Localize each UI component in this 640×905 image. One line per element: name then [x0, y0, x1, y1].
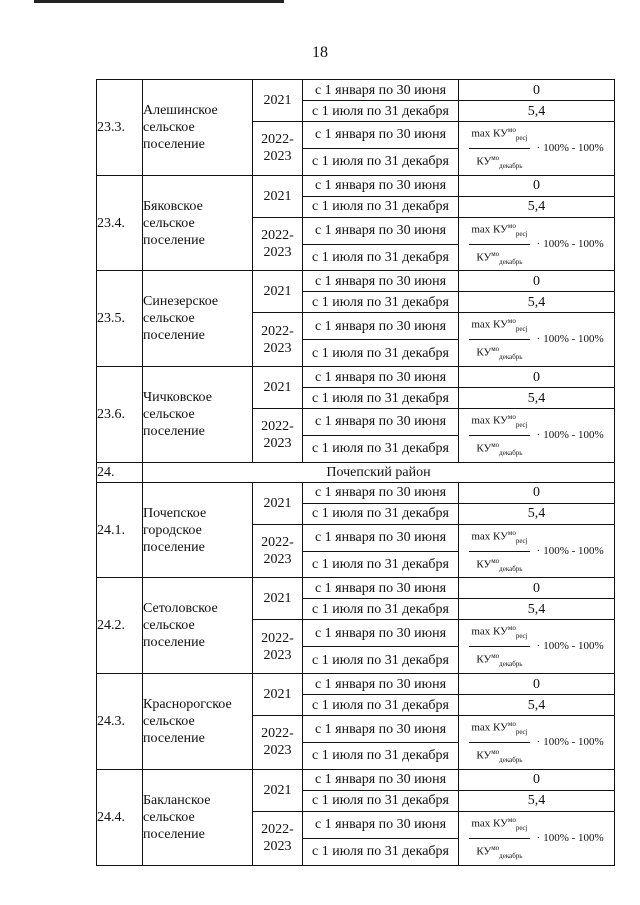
settlement-subrow	[97, 769, 615, 790]
value-cell: 5,4	[459, 695, 615, 716]
numerator-sub: pecj	[515, 133, 528, 142]
period-cell: с 1 января по 30 июня	[303, 769, 459, 790]
numerator-sup: мо	[507, 317, 516, 326]
denominator: КУ	[476, 749, 492, 762]
numerator-sub: pecj	[515, 727, 528, 736]
formula-tail: 100% - 100%	[543, 831, 604, 844]
year-cell: 2021	[253, 769, 303, 811]
formula	[469, 122, 603, 175]
formula-cell	[459, 409, 615, 463]
period-cell: с 1 января по 30 июня	[303, 524, 459, 551]
period-cell: с 1 июля по 31 декабря	[303, 292, 459, 313]
settlement-number: 24.4.	[97, 769, 143, 865]
period-cell: с 1 июля по 31 декабря	[303, 551, 459, 578]
settlement-name: Краснорогское сельское поселение	[143, 674, 253, 770]
period-cell: с 1 июля по 31 декабря	[303, 503, 459, 524]
formula-cell	[459, 217, 615, 271]
denominator: КУ	[476, 653, 492, 666]
value-cell: 5,4	[459, 790, 615, 811]
settlement-number: 23.6.	[97, 367, 143, 463]
value-cell: 0	[459, 482, 615, 503]
settlement-name: Почепское городское поселение	[143, 482, 253, 578]
value-cell: 0	[459, 80, 615, 101]
fraction	[469, 218, 529, 271]
period-cell: с 1 июля по 31 декабря	[303, 101, 459, 122]
multiplier: ·	[536, 333, 541, 346]
period-cell: с 1 июля по 31 декабря	[303, 647, 459, 674]
denominator: КУ	[476, 845, 492, 858]
period-cell: с 1 января по 30 июня	[303, 578, 459, 599]
year-cell: 2022-2023	[253, 620, 303, 674]
settlement-name: Сетоловское сельское поселение	[143, 578, 253, 674]
year-cell: 2021	[253, 80, 303, 122]
denominator: КУ	[476, 558, 492, 571]
formula-cell	[459, 313, 615, 367]
period-cell: с 1 января по 30 июня	[303, 217, 459, 244]
denominator-sup: мо	[491, 345, 500, 354]
settlement-name: Чичковское сельское поселение	[143, 367, 253, 463]
period-cell: с 1 января по 30 июня	[303, 674, 459, 695]
multiplier: ·	[536, 831, 541, 844]
numerator-sub: pecj	[515, 536, 528, 545]
settlement-name: Бакланское сельское поселение	[143, 769, 253, 865]
period-cell: с 1 января по 30 июня	[303, 80, 459, 101]
numerator: max КУ	[471, 721, 508, 734]
settlement-number: 23.3.	[97, 80, 143, 176]
denominator-sup: мо	[491, 556, 500, 565]
period-cell: с 1 января по 30 июня	[303, 716, 459, 743]
numerator-sub: pecj	[515, 420, 528, 429]
formula-cell	[459, 620, 615, 674]
settlement-subrow	[97, 482, 615, 503]
denominator-sub: декабрь	[499, 851, 523, 860]
year-cell: 2021	[253, 674, 303, 716]
district-number: 24.	[97, 462, 143, 482]
multiplier: ·	[536, 544, 541, 557]
denominator: КУ	[476, 155, 492, 168]
year-cell: 2021	[253, 578, 303, 620]
denominator-sub: декабрь	[499, 564, 523, 573]
formula-tail: 100% - 100%	[543, 333, 604, 346]
numerator: max КУ	[471, 223, 508, 236]
period-cell: с 1 июля по 31 декабря	[303, 435, 459, 462]
formula-tail: 100% - 100%	[543, 428, 604, 441]
settlement-number: 23.4.	[97, 175, 143, 271]
numerator: max КУ	[471, 817, 508, 830]
numerator-sup: мо	[507, 624, 516, 633]
district-row	[97, 462, 615, 482]
period-cell: с 1 января по 30 июня	[303, 811, 459, 838]
multiplier: ·	[536, 237, 541, 250]
period-cell: с 1 января по 30 июня	[303, 367, 459, 388]
period-cell: с 1 июля по 31 декабря	[303, 742, 459, 769]
denominator-sup: мо	[491, 249, 500, 258]
denominator-sup: мо	[491, 440, 500, 449]
formula	[469, 620, 603, 673]
year-cell: 2022-2023	[253, 217, 303, 271]
settlement-number: 24.1.	[97, 482, 143, 578]
value-cell: 5,4	[459, 196, 615, 217]
formula	[469, 812, 603, 865]
year-cell: 2021	[253, 367, 303, 409]
numerator-sup: мо	[507, 413, 516, 422]
numerator-sub: pecj	[515, 229, 528, 238]
value-cell: 0	[459, 367, 615, 388]
numerator: max КУ	[471, 319, 508, 332]
value-cell: 0	[459, 674, 615, 695]
fraction	[469, 313, 529, 366]
year-cell: 2021	[253, 175, 303, 217]
denominator-sub: декабрь	[499, 353, 523, 362]
numerator-sup: мо	[507, 528, 516, 537]
denominator-sub: декабрь	[499, 161, 523, 170]
denominator-sub: декабрь	[499, 755, 523, 764]
formula-tail: 100% - 100%	[543, 237, 604, 250]
denominator: КУ	[476, 346, 492, 359]
formula-tail: 100% - 100%	[543, 735, 604, 748]
numerator-sup: мо	[507, 815, 516, 824]
header-rule	[34, 0, 284, 3]
multiplier: ·	[536, 141, 541, 154]
period-cell: с 1 января по 30 июня	[303, 409, 459, 436]
value-cell: 0	[459, 271, 615, 292]
denominator-sub: декабрь	[499, 257, 523, 266]
fraction	[469, 122, 529, 175]
denominator-sup: мо	[491, 747, 500, 756]
formula-tail: 100% - 100%	[543, 544, 604, 557]
year-cell: 2021	[253, 482, 303, 524]
formula-tail: 100% - 100%	[543, 640, 604, 653]
numerator: max КУ	[471, 414, 508, 427]
settlement-name: Синезерское сельское поселение	[143, 271, 253, 367]
numerator: max КУ	[471, 626, 508, 639]
denominator-sub: декабрь	[499, 660, 523, 669]
period-cell: с 1 июля по 31 декабря	[303, 790, 459, 811]
year-cell: 2022-2023	[253, 524, 303, 578]
formula-cell	[459, 524, 615, 578]
settlement-subrow	[97, 578, 615, 599]
value-cell: 5,4	[459, 292, 615, 313]
fraction	[469, 716, 529, 769]
denominator-sup: мо	[491, 153, 500, 162]
denominator-sup: мо	[491, 652, 500, 661]
settlement-number: 23.5.	[97, 271, 143, 367]
period-cell: с 1 июля по 31 декабря	[303, 695, 459, 716]
numerator-sup: мо	[507, 126, 516, 134]
year-cell: 2022-2023	[253, 811, 303, 865]
numerator: max КУ	[471, 530, 508, 543]
period-cell: с 1 июля по 31 декабря	[303, 196, 459, 217]
year-cell: 2022-2023	[253, 409, 303, 463]
value-cell: 5,4	[459, 101, 615, 122]
year-cell: 2021	[253, 271, 303, 313]
formula	[469, 409, 603, 462]
period-cell: с 1 января по 30 июня	[303, 482, 459, 503]
fraction	[469, 812, 529, 865]
period-cell: с 1 января по 30 июня	[303, 620, 459, 647]
fraction	[469, 409, 529, 462]
denominator-sub: декабрь	[499, 448, 523, 457]
year-cell: 2022-2023	[253, 313, 303, 367]
period-cell: с 1 июля по 31 декабря	[303, 388, 459, 409]
multiplier: ·	[536, 428, 541, 441]
period-cell: с 1 июля по 31 декабря	[303, 148, 459, 175]
formula	[469, 716, 603, 769]
denominator: КУ	[476, 442, 492, 455]
numerator-sup: мо	[507, 221, 516, 230]
multiplier: ·	[536, 640, 541, 653]
formula	[469, 525, 603, 578]
formula-tail: 100% - 100%	[543, 141, 604, 154]
multiplier: ·	[536, 735, 541, 748]
fraction	[469, 620, 529, 673]
value-cell: 5,4	[459, 599, 615, 620]
fraction	[469, 525, 529, 578]
period-cell: с 1 июля по 31 декабря	[303, 244, 459, 271]
formula-cell	[459, 716, 615, 770]
settlement-subrow	[97, 674, 615, 695]
formula-cell	[459, 811, 615, 865]
numerator-sub: pecj	[515, 632, 528, 641]
value-cell: 0	[459, 175, 615, 196]
period-cell: с 1 января по 30 июня	[303, 313, 459, 340]
settlement-number: 24.3.	[97, 674, 143, 770]
year-cell: 2022-2023	[253, 122, 303, 176]
formula	[469, 218, 603, 271]
period-cell: с 1 июля по 31 декабря	[303, 838, 459, 865]
settlement-name: Алешинское сельское поселение	[143, 80, 253, 176]
settlement-number: 24.2.	[97, 578, 143, 674]
year-cell: 2022-2023	[253, 716, 303, 770]
settlement-subrow	[97, 271, 615, 292]
formula-cell	[459, 122, 615, 176]
settlement-subrow	[97, 175, 615, 196]
settlement-subrow	[97, 80, 615, 101]
value-cell: 0	[459, 578, 615, 599]
district-name: Почепский район	[143, 462, 615, 482]
settlement-name: Бяковское сельское поселение	[143, 175, 253, 271]
value-cell: 5,4	[459, 388, 615, 409]
period-cell: с 1 января по 30 июня	[303, 122, 459, 149]
period-cell: с 1 июля по 31 декабря	[303, 340, 459, 367]
denominator: КУ	[476, 251, 492, 264]
page-number: 18	[312, 44, 328, 61]
tariff-table	[96, 79, 615, 866]
numerator-sub: pecj	[515, 823, 528, 832]
numerator-sup: мо	[507, 720, 516, 729]
period-cell: с 1 июля по 31 декабря	[303, 599, 459, 620]
period-cell: с 1 января по 30 июня	[303, 175, 459, 196]
value-cell: 5,4	[459, 503, 615, 524]
settlement-subrow	[97, 367, 615, 388]
numerator-sub: pecj	[515, 325, 528, 334]
formula	[469, 313, 603, 366]
numerator: max КУ	[471, 127, 508, 140]
denominator-sup: мо	[491, 843, 500, 852]
period-cell: с 1 января по 30 июня	[303, 271, 459, 292]
value-cell: 0	[459, 769, 615, 790]
